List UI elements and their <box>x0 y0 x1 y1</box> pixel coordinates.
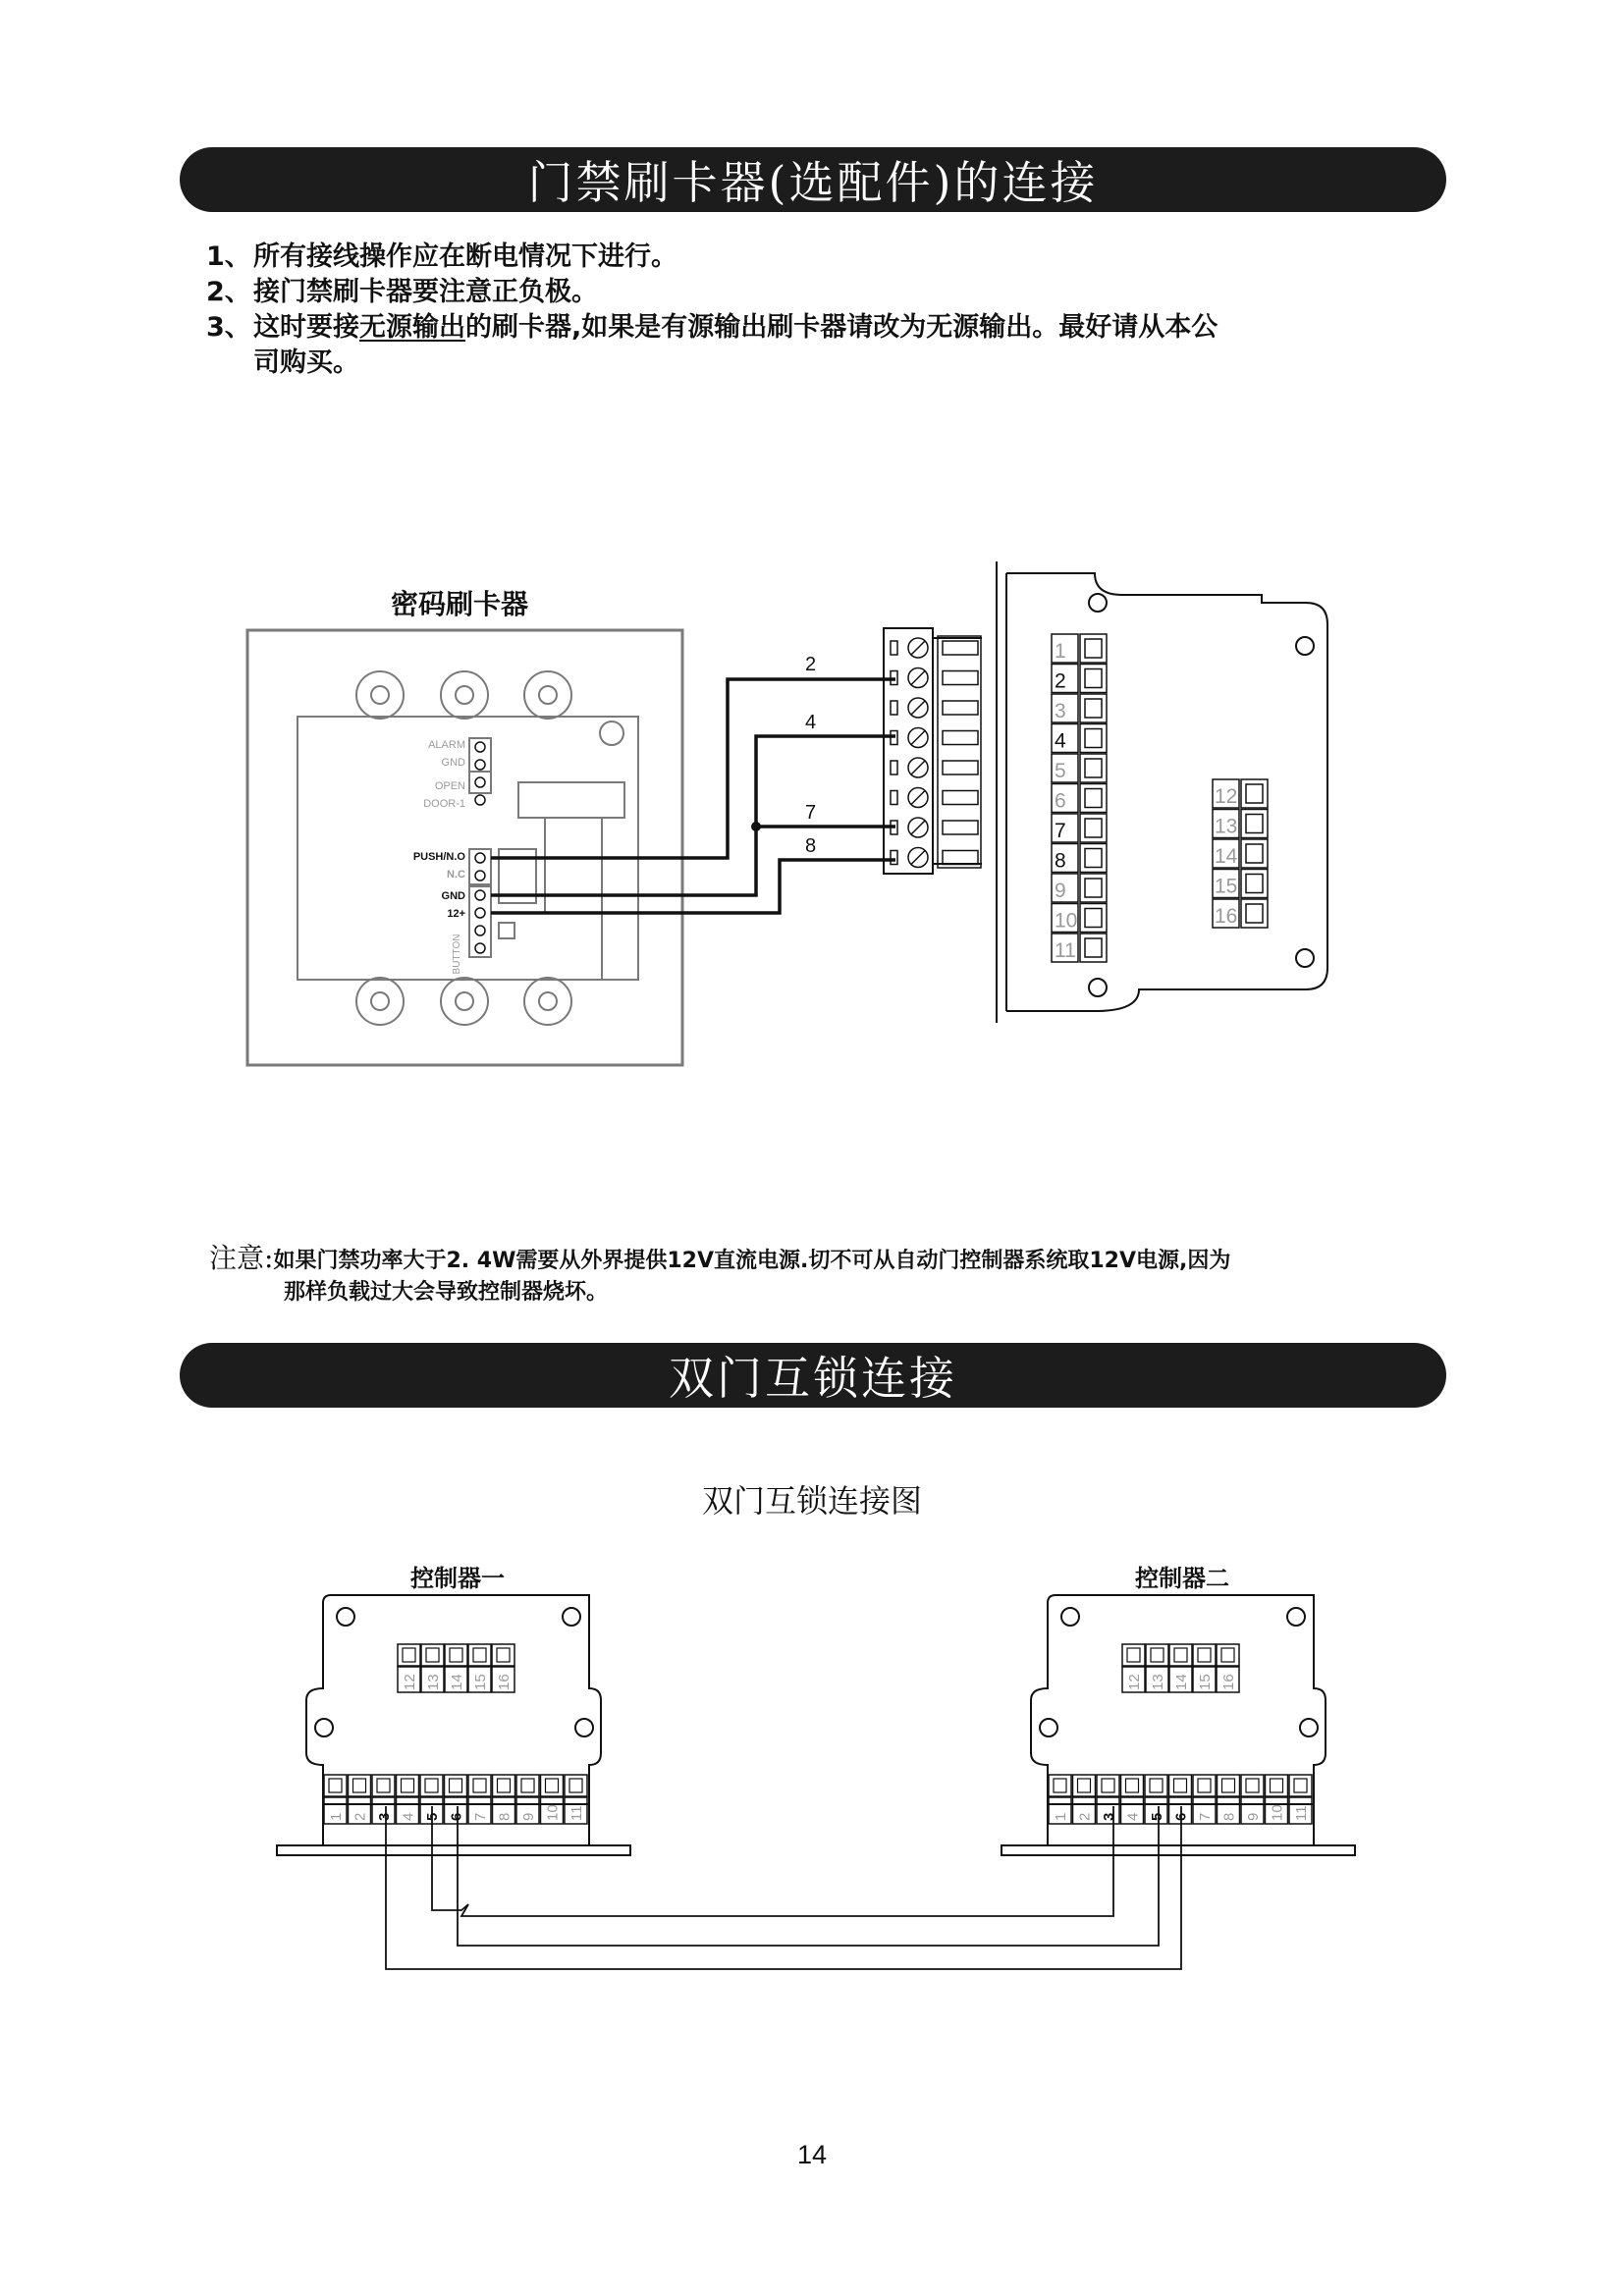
controller-two <box>1001 1595 1355 1855</box>
terminal-label: 6 <box>1055 789 1066 813</box>
terminal-label: 2 <box>352 1812 369 1821</box>
terminal-label: 13 <box>1215 815 1238 838</box>
terminal-label: 11 <box>1293 1805 1310 1821</box>
terminal-label: 15 <box>1197 1674 1214 1690</box>
terminal-label: 5 <box>1055 760 1066 782</box>
page-number: 14 <box>796 2140 828 2169</box>
label-button: BUTTON <box>452 934 462 975</box>
terminal-label: 7 <box>1197 1812 1214 1821</box>
note-line1: 如果门禁功率大于2. 4W需要从外界提供12V直流电源.切不可从自动门控制器系统取12V电源,因为 <box>273 1249 1231 1273</box>
label-nc: N.C <box>447 869 465 881</box>
terminal-label: 1 <box>1055 640 1066 663</box>
terminal-label: 7 <box>472 1812 489 1821</box>
terminal-label: 5 <box>424 1812 441 1821</box>
controller-two-label: 控制器二 <box>1135 1564 1229 1592</box>
terminal-label: 3 <box>376 1812 393 1821</box>
terminal-label: 12 <box>402 1674 418 1690</box>
wire-label: 2 <box>805 654 817 675</box>
wire-label: 4 <box>805 712 817 733</box>
label-12v: 12+ <box>447 908 465 920</box>
terminal-label: 6 <box>448 1812 465 1821</box>
list-item: 1、 所有接线操作应在断电情况下进行。 <box>206 241 677 272</box>
terminal-label: 4 <box>1055 729 1066 753</box>
terminal-label: 12 <box>1126 1674 1143 1690</box>
label-door: DOOR-1 <box>423 798 465 810</box>
note-line2: 那样负载过大会导致控制器烧坏。 <box>284 1280 609 1305</box>
interlock-diagram-title: 双门互锁连接图 <box>701 1482 922 1520</box>
section-title: 双门互锁连接 <box>669 1352 957 1405</box>
terminal-label: 5 <box>1149 1812 1165 1821</box>
terminal-label: 1 <box>328 1812 345 1821</box>
label-alarm: ALARM <box>428 739 465 751</box>
terminal-label: 10 <box>1269 1804 1286 1821</box>
terminal-label: 8 <box>1220 1812 1238 1821</box>
terminal-label: 2 <box>1076 1812 1094 1821</box>
terminal-label: 13 <box>1150 1674 1166 1690</box>
terminal-label: 9 <box>1055 880 1066 902</box>
terminal-label: 14 <box>1173 1674 1190 1690</box>
label-push: PUSH/N.O <box>412 851 465 863</box>
terminal-label: 12 <box>1215 785 1238 808</box>
underlined-term: 无源输出 <box>359 312 465 343</box>
terminal-label: 6 <box>1172 1812 1190 1821</box>
wire-label: 8 <box>805 835 817 857</box>
list-item: 3、 这时要接无源输出的刷卡器,如果是有源输出刷卡器请改为无源输出。最好请从本公 司购买。 <box>206 312 1218 378</box>
terminal-label: 16 <box>1220 1674 1237 1690</box>
terminal-label: 4 <box>400 1812 417 1821</box>
terminal-label: 8 <box>496 1812 514 1821</box>
terminal-label: 1 <box>1053 1812 1069 1821</box>
wire-label: 7 <box>805 802 817 824</box>
terminal-label: 10 <box>544 1804 562 1821</box>
terminal-label: 9 <box>1245 1812 1262 1821</box>
terminal-label: 16 <box>1215 905 1238 928</box>
terminal-label: 11 <box>1055 939 1076 962</box>
terminal-label: 15 <box>472 1674 489 1690</box>
terminal-label: 14 <box>1215 845 1238 868</box>
terminal-label: 10 <box>1055 909 1078 933</box>
controller-one-label: 控制器一 <box>410 1564 505 1592</box>
card-reader-title: 密码刷卡器 <box>391 588 529 620</box>
label-gnd: GND <box>441 757 465 769</box>
terminal-label: 16 <box>496 1674 513 1690</box>
terminal-label: 2 <box>1055 669 1066 693</box>
section-title: 门禁刷卡器(选配件)的连接 <box>527 156 1099 209</box>
terminal-label: 8 <box>1055 849 1066 873</box>
label-open: OPEN <box>434 780 465 792</box>
terminal-label: 15 <box>1215 875 1238 898</box>
terminal-label: 13 <box>425 1674 442 1690</box>
terminal-label: 4 <box>1124 1812 1142 1821</box>
terminal-label: 14 <box>449 1674 465 1690</box>
terminal-label: 7 <box>1055 820 1066 842</box>
note-lead: 注意: <box>209 1242 274 1274</box>
label-gnd2: GND <box>441 890 465 902</box>
controller-one <box>277 1595 630 1855</box>
terminal-label: 9 <box>520 1812 537 1821</box>
list-item: 2、 接门禁刷卡器要注意正负极。 <box>206 277 598 307</box>
terminal-label: 3 <box>1055 700 1066 722</box>
terminal-label: 3 <box>1101 1812 1117 1821</box>
terminal-label: 11 <box>568 1805 585 1821</box>
